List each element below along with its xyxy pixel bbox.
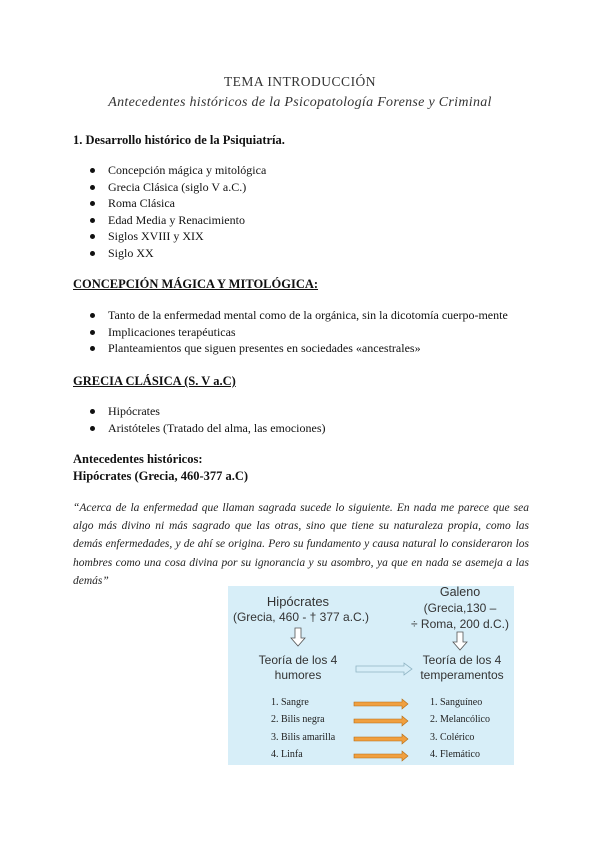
bullet-icon [90, 201, 95, 206]
humors-diagram [228, 586, 514, 765]
temperament-4: 4. Flemático [430, 749, 480, 760]
left-box-line1: Teoría de los 4 [258, 653, 338, 667]
orange-arrow-icon [354, 751, 408, 761]
list-item: Edad Media y Renacimiento [73, 212, 266, 229]
bullet-icon [90, 330, 95, 335]
orange-arrow-icon [354, 734, 408, 744]
bullet-icon [90, 218, 95, 223]
bullet-icon [90, 168, 95, 173]
section-3-list [73, 403, 326, 436]
list-item: Implicaciones terapéuticas [73, 324, 508, 341]
bullet-icon [90, 313, 95, 318]
bullet-icon [90, 234, 95, 239]
section-1-heading: 1. Desarrollo histórico de la Psiquiatría. [73, 133, 285, 147]
orange-arrow-icon [354, 699, 408, 709]
page-subtitle: Antecedentes históricos de la Psicopatología Forense y Criminal [108, 95, 492, 110]
right-subtitle-2: ÷ Roma, 200 d.C.) [411, 617, 509, 631]
list-item: Tanto de la enfermedad mental como de la orgánica, sin la dicotomía cuerpo-mente [73, 307, 508, 324]
orange-arrow-icon [354, 716, 408, 726]
humor-1: 1. Sangre [271, 697, 309, 708]
temperament-3: 3. Colérico [430, 732, 475, 743]
temperament-2: 2. Melancólico [430, 714, 490, 725]
list-item: Hipócrates [73, 403, 326, 420]
hippocrates-quote: “Acerca de la enfermedad que llaman sagrada sucede lo siguiente. En nada me parece que sea algo más divino ni más sagrado que las otras, sino que tiene su naturaleza propia, como las demás enfermedades, y de ahí se origina. Pero su fundamento y causa natural lo consideraron los hombres como una cosa divina por su ignorancia y su asombro, ya que en nada se asemeja a las demás” [73, 502, 529, 587]
section-1-list [73, 162, 266, 261]
list-item: Grecia Clásica (siglo V a.C.) [73, 179, 266, 196]
list-item: Siglo XX [73, 245, 266, 262]
humor-4: 4. Linfa [271, 749, 303, 760]
section-4-heading: Antecedentes históricos: [73, 452, 203, 466]
list-item: Siglos XVIII y XIX [73, 228, 266, 245]
section-2-list [73, 307, 508, 357]
list-item: Aristóteles (Tratado del alma, las emociones) [73, 420, 326, 437]
left-subtitle: (Grecia, 460 - † 377 a.C.) [232, 610, 370, 624]
right-subtitle-1: (Grecia,130 – [423, 601, 497, 615]
bullet-icon [90, 185, 95, 190]
down-arrow-icon [291, 628, 305, 646]
temperament-1: 1. Sanguíneo [430, 697, 483, 708]
list-item: Concepción mágica y mitológica [73, 162, 266, 179]
right-title: Galeno [439, 585, 481, 599]
list-item: Roma Clásica [73, 195, 266, 212]
right-box-line2: temperamentos [420, 668, 504, 682]
humor-2: 2. Bilis negra [271, 714, 325, 725]
down-arrow-icon [453, 632, 467, 650]
humor-3: 3. Bilis amarilla [271, 732, 336, 743]
left-title: Hipócrates [266, 594, 330, 609]
page-title: TEMA INTRODUCCIÓN [223, 74, 377, 89]
bullet-icon [90, 426, 95, 431]
bullet-icon [90, 346, 95, 351]
section-2-heading: CONCEPCIÓN MÁGICA Y MITOLÓGICA: [73, 277, 319, 291]
section-4-subheading: Hipócrates (Grecia, 460-377 a.C) [73, 469, 249, 483]
list-item: Planteamientos que siguen presentes en sociedades «ancestrales» [73, 340, 508, 357]
left-box-line2: humores [274, 668, 322, 682]
bullet-icon [90, 251, 95, 256]
section-3-heading: GRECIA CLÁSICA (S. V a.C) [73, 374, 236, 388]
bullet-icon [90, 409, 95, 414]
right-box-line1: Teoría de los 4 [422, 653, 502, 667]
